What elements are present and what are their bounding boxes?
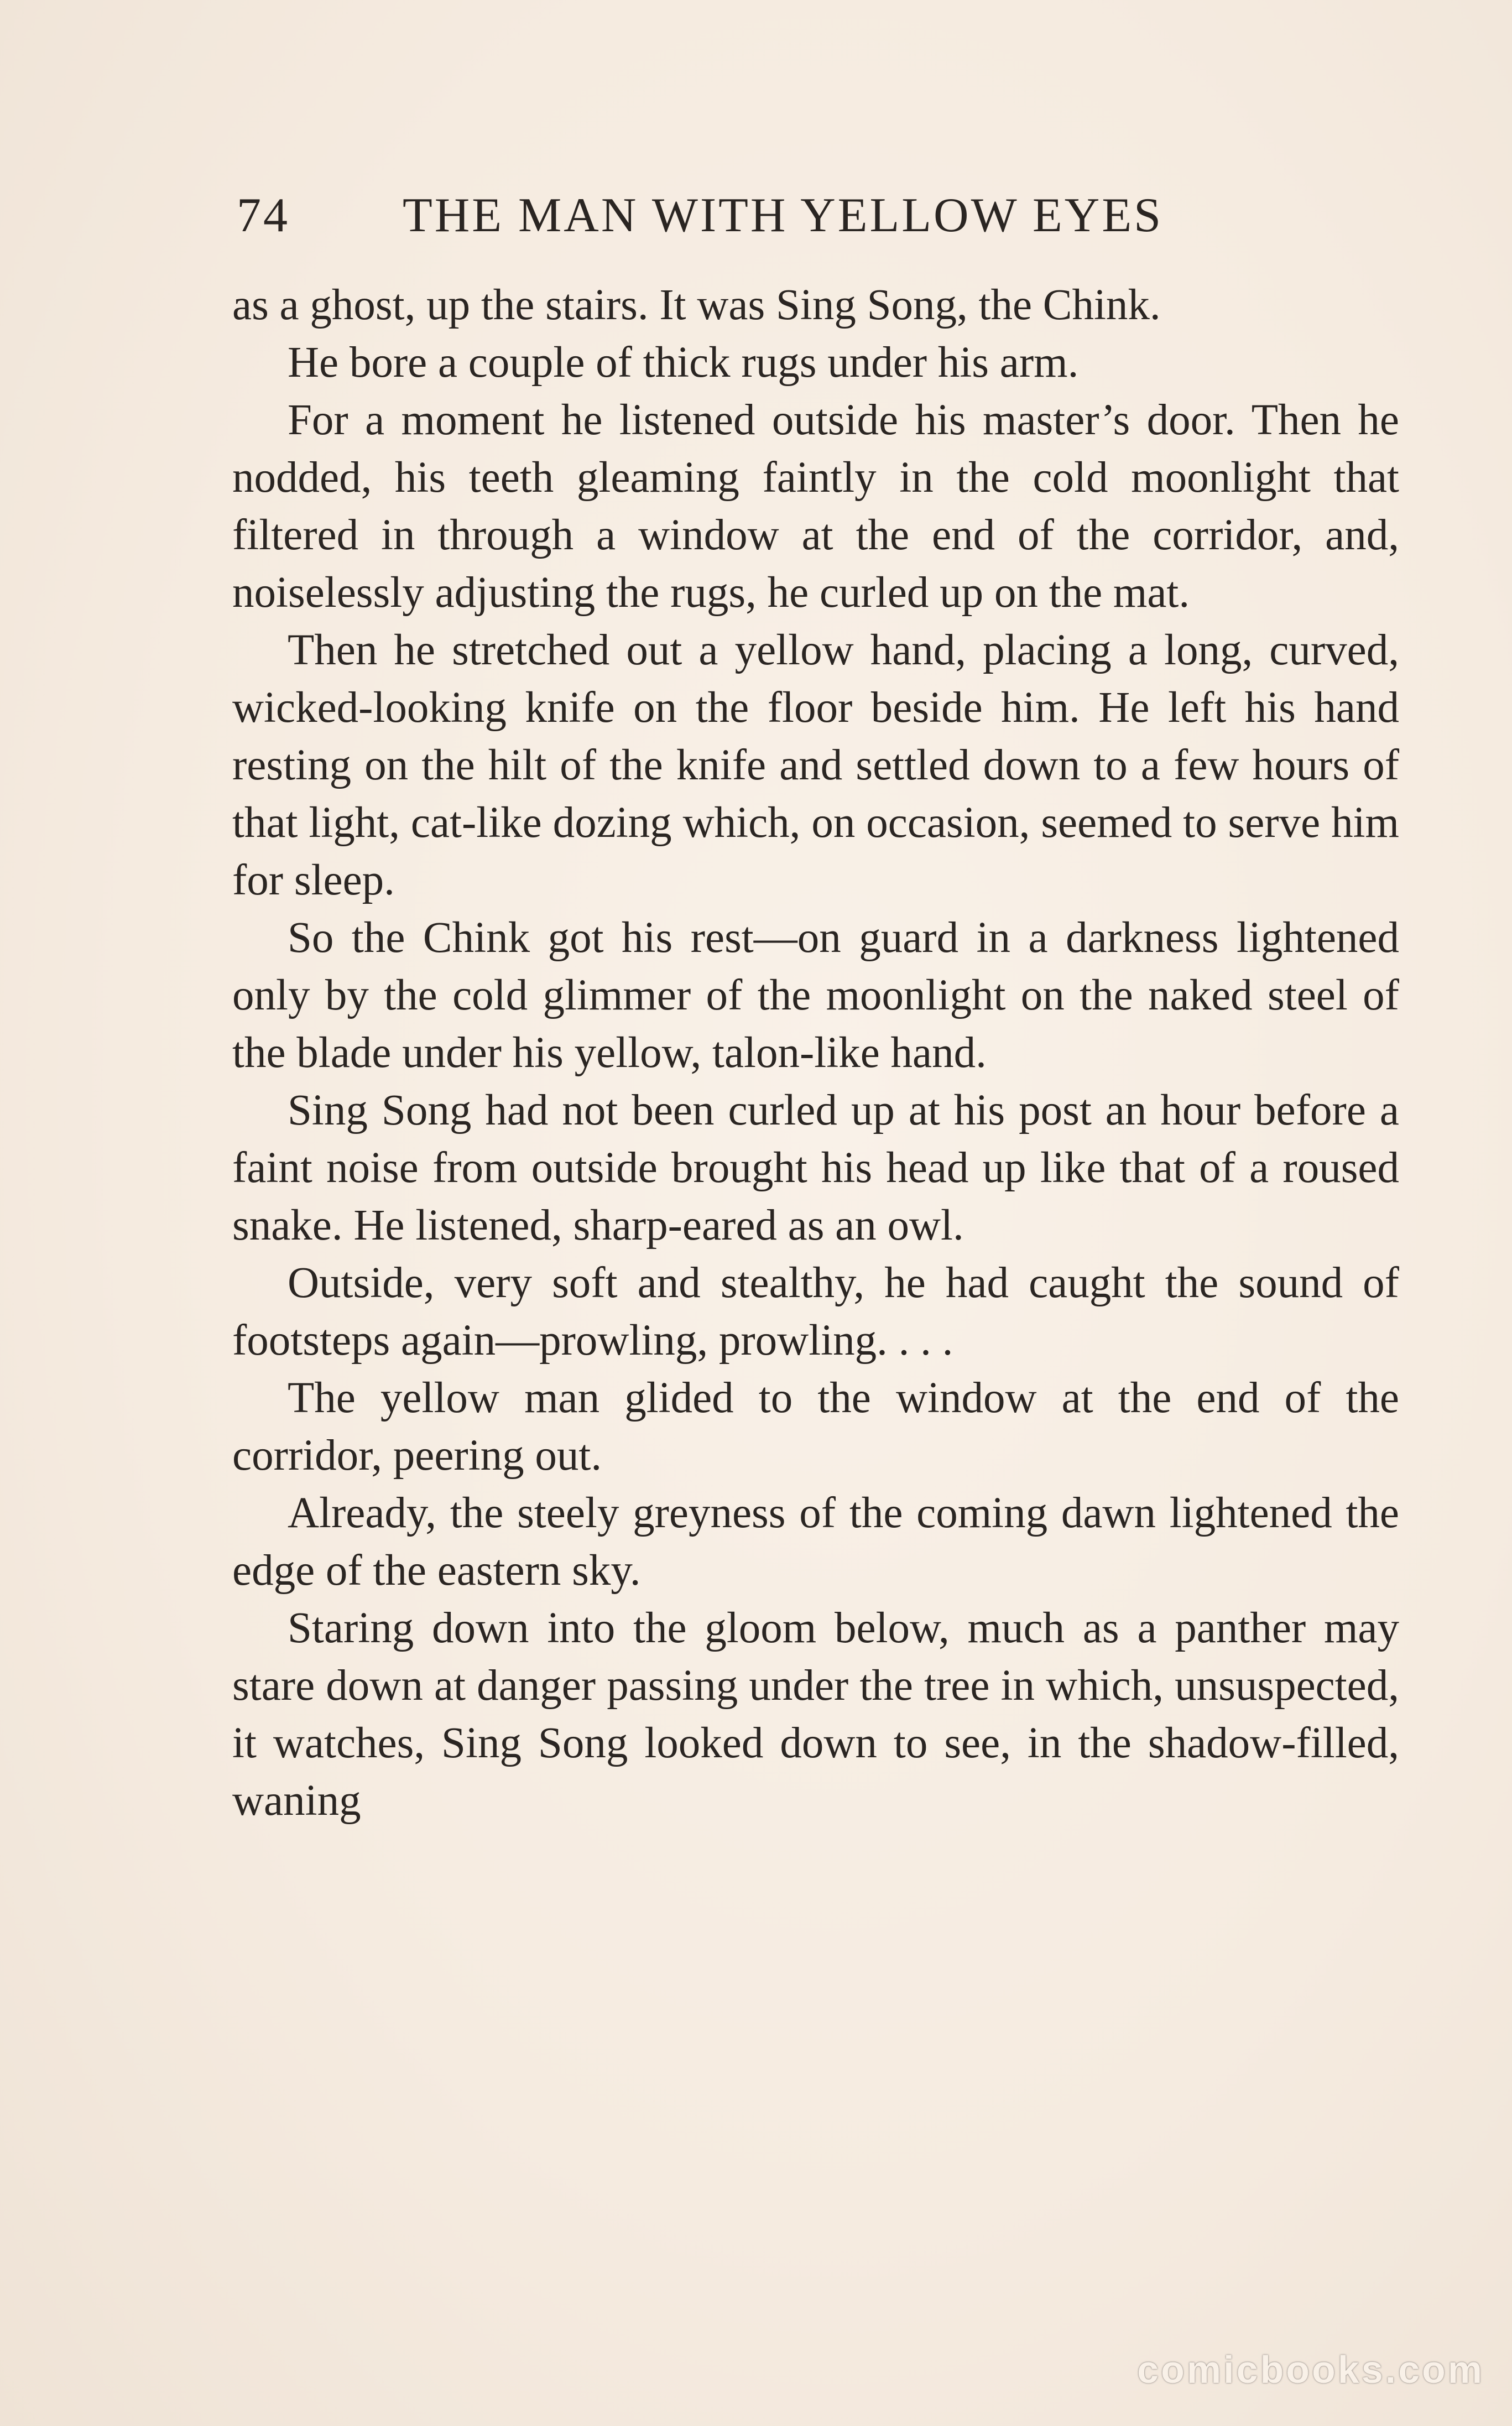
paragraph: For a moment he listened outside his master’s door. Then he nodded, his teeth gleaming faintly in the cold moonlight that filtered in through a window at the end of the corridor, and, noiselessly adjusting the rugs, he curled up on the mat. — [232, 396, 1399, 617]
paragraph: Outside, very soft and stealthy, he had caught the sound of footsteps again—prowling, prowling. . . . — [232, 1259, 1399, 1365]
paragraph: The yellow man glided to the window at the end of the corridor, peering out. — [232, 1374, 1399, 1480]
running-title: THE MAN WITH YELLOW EYES — [403, 189, 1164, 242]
page-header — [237, 183, 1404, 249]
paragraph: Then he stretched out a yellow hand, placing a long, curved, wicked-looking knife on the floor beside him. He left his hand resting on the hilt of the knife and settled down to a few hours of that light, cat-like dozing which, on occasion, seemed to serve him for sleep. — [232, 626, 1399, 904]
paragraph: Sing Song had not been curled up at his post an hour before a faint noise from outside brought his head up like that of a roused snake. He listened, sharp-eared as an owl. — [232, 1086, 1399, 1250]
paragraph: He bore a couple of thick rugs under his arm. — [288, 339, 1079, 387]
page-number: 74 — [237, 189, 290, 242]
paragraph: as a ghost, up the stairs. It was Sing Song, the Chink. — [232, 281, 1161, 329]
paragraph: Already, the steely greyness of the coming dawn lightened the edge of the eastern sky. — [232, 1489, 1399, 1595]
paragraph: Staring down into the gloom below, much as a panther may stare down at danger passing under the tree in which, unsuspected, it watches, Sing Song looked down to see, in the shadow-filled, waning — [232, 1604, 1399, 1825]
watermark: comicbooks.com — [1137, 2348, 1484, 2391]
body-text — [232, 277, 1399, 1830]
paragraph: So the Chink got his rest—on guard in a darkness lightened only by the cold glimmer of the moonlight on the naked steel of the blade under his yellow, talon-like hand. — [232, 914, 1399, 1077]
